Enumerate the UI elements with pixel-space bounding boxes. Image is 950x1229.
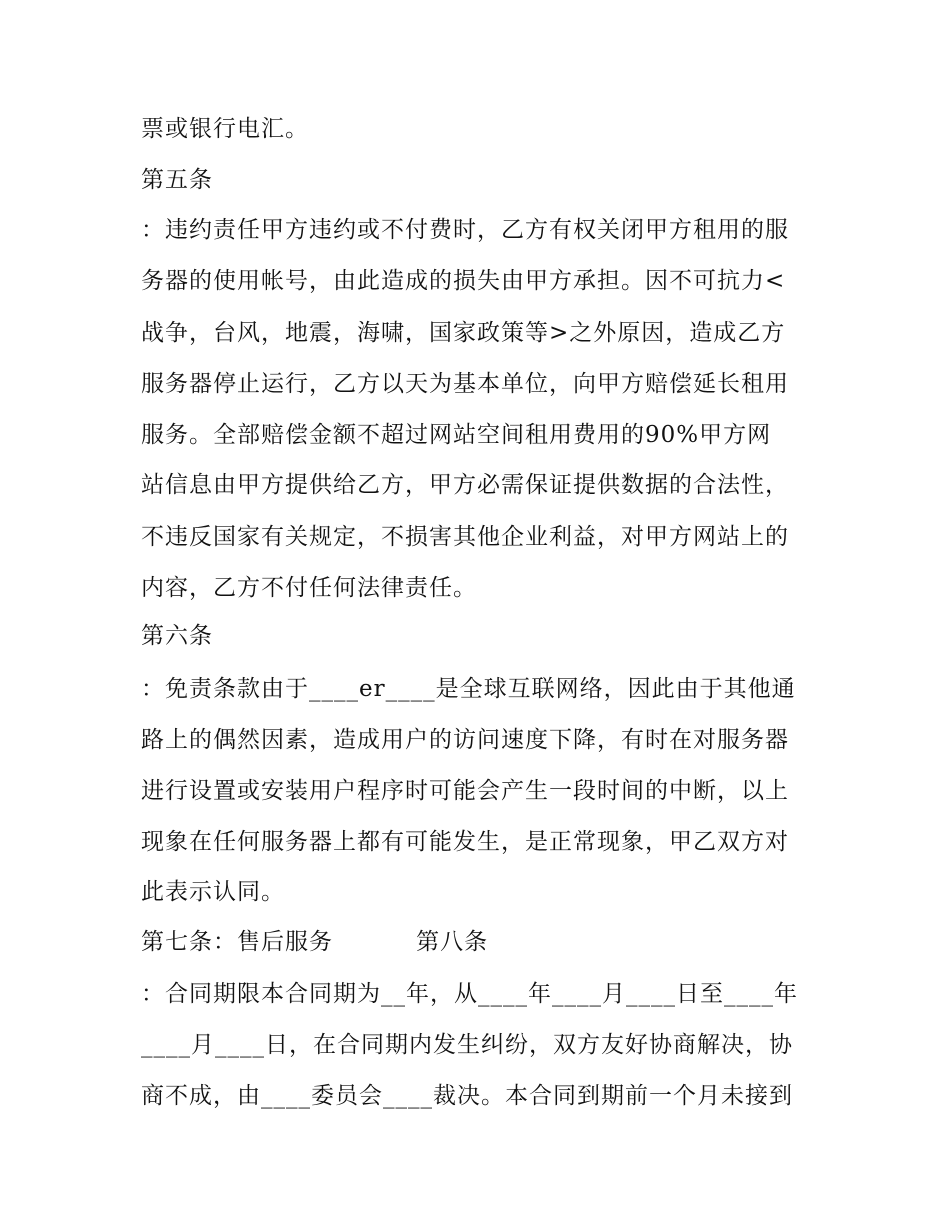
text-line: 商不成，由____委员会____裁决。本合同到期前一个月未接到 xyxy=(141,1083,793,1109)
text-line: 战争，台风，地震，海啸，国家政策等>之外原因，造成乙方 xyxy=(141,320,786,346)
article-5-heading: 第五条 xyxy=(141,167,213,193)
text-line: 路上的偶然因素，造成用户的访问速度下降，有时在对服务器 xyxy=(141,727,789,753)
text-line: 进行设置或安装用户程序时可能会产生一段时间的中断，以上 xyxy=(141,778,789,804)
text-line: 服务器停止运行，乙方以天为基本单位，向甲方赔偿延长租用 xyxy=(141,371,789,397)
article-7-8-heading: 第七条：售后服务 第八条 xyxy=(141,929,489,955)
text-line: 务器的使用帐号，由此造成的损失由甲方承担。因不可抗力< xyxy=(141,268,786,294)
text-line: 内容，乙方不付任何法律责任。 xyxy=(141,575,477,601)
text-line: ：合同期限本合同期为__年，从____年____月____日至____年 xyxy=(141,981,798,1007)
text-line: 不违反国家有关规定，不损害其他企业利益，对甲方网站上的 xyxy=(141,524,789,550)
text-line: 票或银行电汇。 xyxy=(141,116,309,142)
text-line: 现象在任何服务器上都有可能发生，是正常现象，甲乙双方对 xyxy=(141,829,789,855)
text-line: 此表示认同。 xyxy=(141,879,285,905)
text-line: 服务。全部赔偿金额不超过网站空间租用费用的90%甲方网 xyxy=(141,422,772,448)
text-line: ：违约责任甲方违约或不付费时，乙方有权关闭甲方租用的服 xyxy=(141,217,789,243)
text-line: 站信息由甲方提供给乙方，甲方必需保证提供数据的合法性， xyxy=(141,472,789,498)
text-line: ：免责条款由于____er____是全球互联网络，因此由于其他通 xyxy=(141,676,796,702)
text-line: ____月____日，在合同期内发生纠纷，双方友好协商解决，协 xyxy=(141,1032,793,1058)
article-6-heading: 第六条 xyxy=(141,623,213,649)
